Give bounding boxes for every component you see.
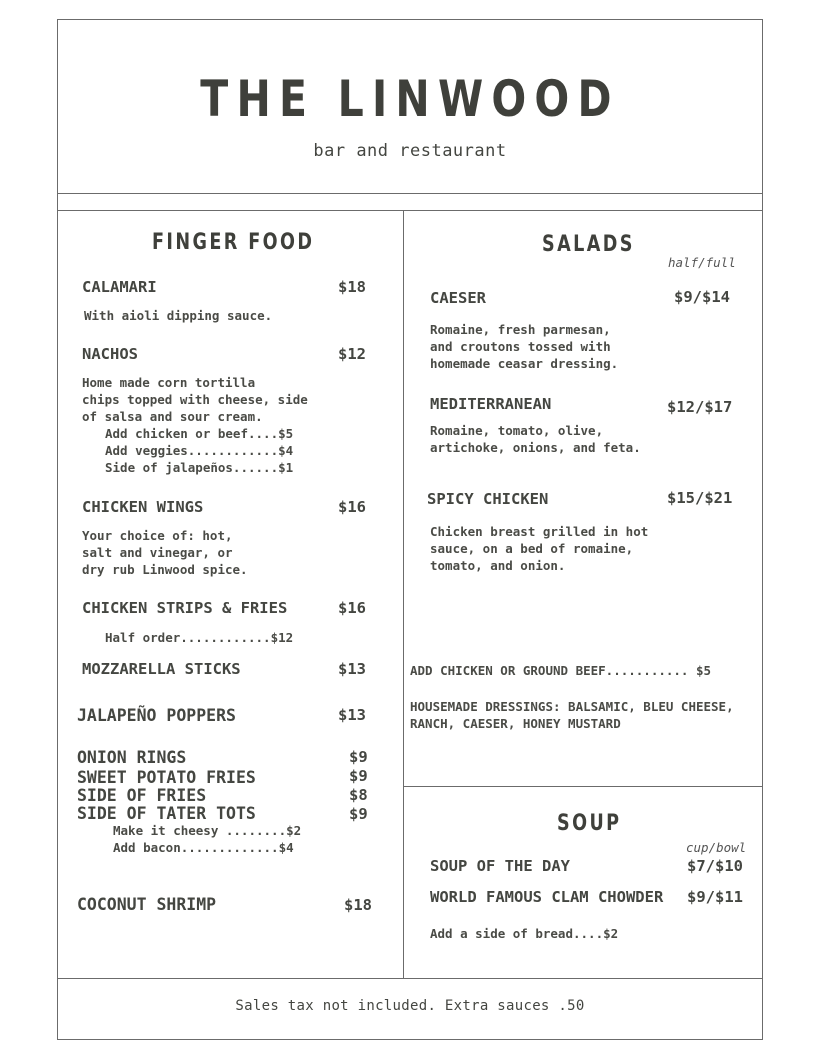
dressings-line: RANCH, CAESER, HONEY MUSTARD: [410, 716, 621, 731]
caeser-desc-line: homemade ceasar dressing.: [430, 356, 619, 371]
side-name: SWEET POTATO FRIES: [77, 768, 256, 787]
mozzarella-name: MOZZARELLA STICKS: [82, 660, 241, 678]
mediterranean-desc: [430, 422, 641, 456]
mediterranean-price: $12/$17: [667, 398, 733, 416]
side-addon: Make it cheesy ........$2: [113, 823, 302, 838]
wings-name: CHICKEN WINGS: [82, 498, 204, 516]
caeser-desc: [430, 321, 618, 372]
spicy-chicken-desc-line: Chicken breast grilled in hot: [430, 524, 649, 539]
nachos-desc-line: of salsa and sour cream.: [82, 409, 263, 424]
poppers-name: JALAPEÑO POPPERS: [77, 706, 236, 725]
side-addon: Add bacon.............$4: [113, 840, 294, 855]
nachos-desc-line: Home made corn tortilla: [82, 375, 256, 390]
shrimp-name: COCONUT SHRIMP: [77, 895, 217, 914]
mozzarella-price: $13: [338, 660, 366, 678]
side-price: $8: [349, 786, 368, 804]
poppers-price: $13: [338, 706, 366, 724]
salads-heading: SALADS: [542, 232, 635, 257]
soup-divider: [403, 786, 763, 787]
nachos-price: $12: [338, 345, 366, 363]
chowder-price: $9/$11: [687, 888, 743, 906]
wings-price: $16: [338, 498, 366, 516]
side-name: SIDE OF FRIES: [77, 786, 207, 805]
spicy-chicken-desc-line: tomato, and onion.: [430, 558, 566, 573]
dressings-line: HOUSEMADE DRESSINGS: BALSAMIC, BLEU CHEESE,: [410, 699, 734, 714]
soup-of-day-price: $7/$10: [687, 857, 743, 875]
wings-desc: [82, 527, 248, 578]
side-name: ONION RINGS: [77, 748, 187, 767]
wings-desc-line: Your choice of: hot,: [82, 528, 233, 543]
calamari-name: CALAMARI: [82, 278, 157, 296]
nachos-name: NACHOS: [82, 345, 138, 363]
nachos-addon: Side of jalapeños......$1: [105, 460, 294, 475]
strips-price: $16: [338, 599, 366, 617]
side-name: SIDE OF TATER TOTS: [77, 804, 256, 823]
dressings-note: [410, 698, 734, 732]
nachos-desc: [82, 374, 308, 476]
restaurant-subtitle: bar and restaurant: [313, 141, 507, 161]
finger-food-heading: FINGER FOOD: [152, 230, 315, 255]
restaurant-title: THE LINWOOD: [200, 70, 620, 128]
nachos-addon: Add chicken or beef....$5: [105, 426, 294, 441]
wings-desc-line: dry rub Linwood spice.: [82, 562, 248, 577]
shrimp-price: $18: [344, 896, 372, 914]
mediterranean-desc-line: Romaine, tomato, olive,: [430, 423, 604, 438]
caeser-name: CAESER: [430, 289, 486, 307]
header-divider-top: [57, 193, 763, 194]
footer-divider: [57, 978, 763, 979]
caeser-price: $9/$14: [674, 288, 730, 306]
salads-size-note: half/full: [668, 255, 736, 270]
mediterranean-name: MEDITERRANEAN: [430, 395, 552, 413]
caeser-desc-line: Romaine, fresh parmesan,: [430, 322, 611, 337]
calamari-desc: With aioli dipping sauce.: [84, 308, 273, 323]
bread-addon: Add a side of bread....$2: [430, 926, 619, 941]
spicy-chicken-desc: [430, 523, 648, 574]
side-price: $9: [349, 805, 368, 823]
spicy-chicken-name: SPICY CHICKEN: [427, 490, 549, 508]
calamari-price: $18: [338, 278, 366, 296]
header-divider-bottom: [57, 210, 763, 211]
wings-desc-line: salt and vinegar, or: [82, 545, 233, 560]
chowder-name: WORLD FAMOUS CLAM CHOWDER: [430, 888, 664, 906]
spicy-chicken-desc-line: sauce, on a bed of romaine,: [430, 541, 634, 556]
nachos-addon: Add veggies............$4: [105, 443, 294, 458]
strips-name: CHICKEN STRIPS & FRIES: [82, 599, 288, 617]
footer-note: Sales tax not included. Extra sauces .50: [235, 998, 585, 1014]
column-divider: [403, 210, 404, 978]
soup-of-day-name: SOUP OF THE DAY: [430, 857, 570, 875]
strips-addon: Half order............$12: [105, 630, 294, 645]
nachos-desc-line: chips topped with cheese, side: [82, 392, 308, 407]
soup-heading: SOUP: [557, 811, 622, 836]
caeser-desc-line: and croutons tossed with: [430, 339, 611, 354]
add-protein-note: ADD CHICKEN OR GROUND BEEF........... $5: [410, 663, 712, 678]
side-price: $9: [349, 748, 368, 766]
soup-size-note: cup/bowl: [686, 840, 747, 855]
side-price: $9: [349, 767, 368, 785]
spicy-chicken-price: $15/$21: [667, 489, 733, 507]
side-addons: [113, 822, 301, 856]
mediterranean-desc-line: artichoke, onions, and feta.: [430, 440, 641, 455]
